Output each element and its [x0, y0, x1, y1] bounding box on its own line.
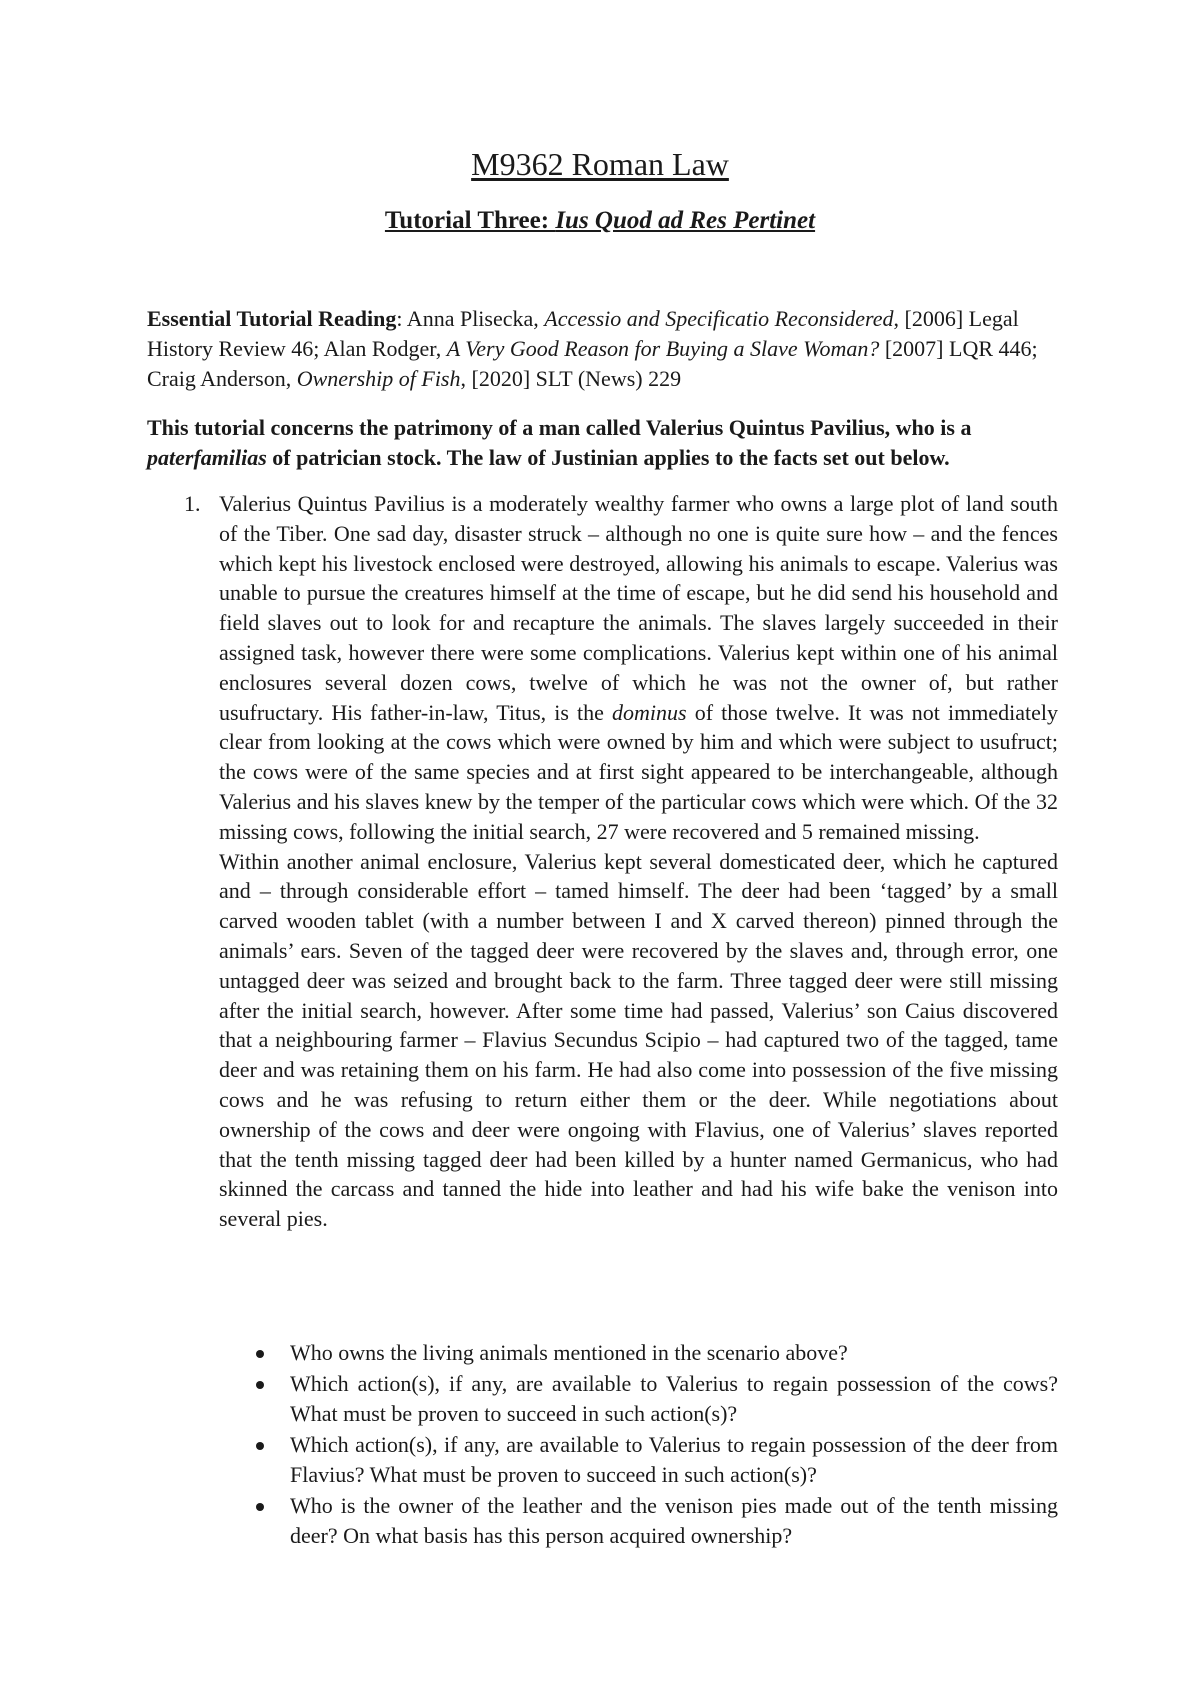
essential-reading: [147, 304, 1055, 394]
reading-text-2: , [2006] Legal History Review 46; Alan Rodger,: [147, 306, 1019, 361]
reading-work-3: Ownership of Fish: [296, 366, 461, 391]
bullet-text: Which action(s), if any, are available to Valerius to regain possession of the cows? What must be proven to succeed in such action(s)?: [290, 1371, 1058, 1426]
intro-text-1: This tutorial concerns the patrimony of a man called Valerius Quintus Pavilius, who is a: [147, 415, 972, 440]
list-item: [248, 1491, 1058, 1551]
bullet-text: Which action(s), if any, are available to Valerius to regain possession of the deer from Flavius? What must be proven to succeed in such action(s)?: [290, 1432, 1058, 1487]
question-body: [219, 489, 1058, 1234]
list-item: [248, 1369, 1058, 1429]
reading-work-2: A Very Good Reason for Buying a Slave Woman?: [446, 336, 880, 361]
question-number: 1.: [184, 491, 201, 516]
paragraph-1-text-b: of those twelve. It was not immediately clear from looking at the cows which were owned by him and which were subject to usufruct; the cows were of the same species and at first sight appeared to be interchangeable, although Valerius and his slaves knew by the temper of the particular cows which were which. Of the 32 missing cows, following the initial search, 27 were recovered and 5 remained missing.: [219, 699, 1058, 844]
question-paragraph-2: Within another animal enclosure, Valerius kept several domesticated deer, which he captured and – through considerable effort – tamed himself. The deer had been ‘tagged’ by a small carved wooden tablet (with a number between I and X carved thereon) pinned through the animals’ ears. Seven of the tagged deer were recovered by the slaves and, through error, one untagged deer was seized and brought back to the farm. Three tagged deer were still missing after the initial search, however. After some time had passed, Valerius’ son Caius discovered that a neighbouring farmer – Flavius Secundus Scipio – had captured two of the tagged, tame deer and was retaining them on his farm. He had also come into possession of the five missing cows and he was refusing to return either them or the deer. While negotiations about ownership of the cows and deer were ongoing with Flavius, one of Valerius’ slaves reported that the tenth missing tagged deer had been killed by a hunter named Germanicus, who had skinned the carcass and tanned the hide into leather and had his wife bake the venison into several pies.: [219, 848, 1058, 1232]
paragraph-1-italic-term: dominus: [612, 699, 687, 725]
intro-text-2: of patrician stock. The law of Justinian applies to the facts set out below.: [266, 445, 950, 470]
reading-colon: :: [396, 306, 403, 331]
list-item: [248, 1430, 1058, 1490]
bullet-icon: [256, 1350, 264, 1358]
bullet-icon: [256, 1503, 264, 1511]
subtitle-prefix: Tutorial Three:: [384, 207, 556, 234]
page-subtitle: [0, 205, 1200, 237]
reading-text-1: Anna Plisecka,: [402, 306, 545, 331]
paragraph-1-text-a: Valerius Quintus Pavilius is a moderately wealthy farmer who owns a large plot of land south of the Tiber. One sad day, disaster struck – although no one is quite sure how – and the fences which kept his livestock enclosed were destroyed, allowing his animals to escape. Valerius was unable to pursue the creatures himself at the time of escape, but he did send his household and field slaves out to look for and recapture the animals. The slaves largely succeeded in their assigned task, however there were some complications. Valerius kept within one of his animal enclosures several dozen cows, twelve of which he was not the owner of, but rather usufructary. His father-in-law, Titus, is the: [219, 491, 1058, 725]
list-item: [248, 1338, 1058, 1368]
reading-text-3: [2007] LQR 446; Craig Anderson,: [147, 336, 1038, 391]
question-bullet-list: [248, 1338, 1058, 1552]
subtitle-latin-title: Ius Quod ad Res Pertinet: [555, 207, 816, 234]
bullet-text: Who is the owner of the leather and the venison pies made out of the tenth missing deer? On what basis has this person acquired ownership?: [290, 1493, 1058, 1548]
reading-text-4: , [2020] SLT (News) 229: [460, 366, 682, 391]
reading-work-1: Accessio and Specificatio Reconsidered: [544, 306, 894, 331]
intro-italic-term: paterfamilias: [147, 445, 267, 470]
reading-label: Essential Tutorial Reading: [147, 306, 397, 331]
question-paragraph-1: [219, 489, 1058, 847]
bullet-text: Who owns the living animals mentioned in the scenario above?: [290, 1340, 848, 1365]
bullet-icon: [256, 1442, 264, 1450]
tutorial-intro: [147, 413, 1055, 473]
bullet-icon: [256, 1381, 264, 1389]
page-title: M9362 Roman Law: [471, 146, 729, 182]
